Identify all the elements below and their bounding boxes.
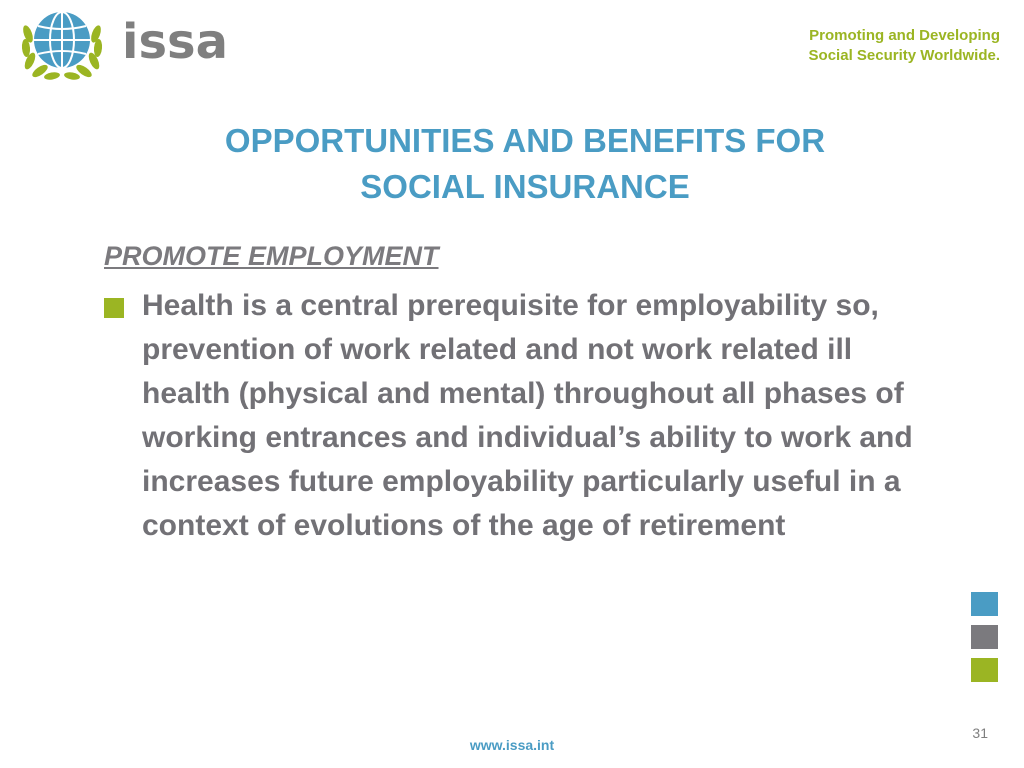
square-blue — [971, 592, 998, 616]
issa-logo — [18, 4, 228, 82]
slide-title — [80, 118, 970, 210]
bullet-text: Health is a central prerequisite for employability so, prevention of work related and not work related ill health (physical and mental) throughout all phases of working entrances and individual’s ability to work and increases future employability particularly useful in a context of evolutions of the age of retirement — [142, 289, 913, 542]
slide-title-line-1: OPPORTUNITIES AND BENEFITS FOR — [224, 122, 826, 159]
square-green — [971, 658, 998, 682]
square-gray — [971, 625, 998, 649]
bullet-square-icon — [104, 298, 124, 318]
slide-title-line-2: SOCIAL INSURANCE — [360, 168, 690, 205]
page-number: 31 — [972, 725, 988, 741]
decorative-squares — [971, 592, 999, 691]
footer-url[interactable]: www.issa.int — [469, 737, 555, 753]
tagline — [809, 26, 1000, 66]
tagline-line-2: Social Security Worldwide. — [808, 47, 1000, 64]
logo-wordmark: issa — [122, 14, 228, 70]
globe-laurel-logo-icon — [18, 4, 108, 82]
tagline-line-1: Promoting and Developing — [809, 27, 1000, 44]
slide-subheading: PROMOTE EMPLOYMENT — [104, 241, 439, 271]
